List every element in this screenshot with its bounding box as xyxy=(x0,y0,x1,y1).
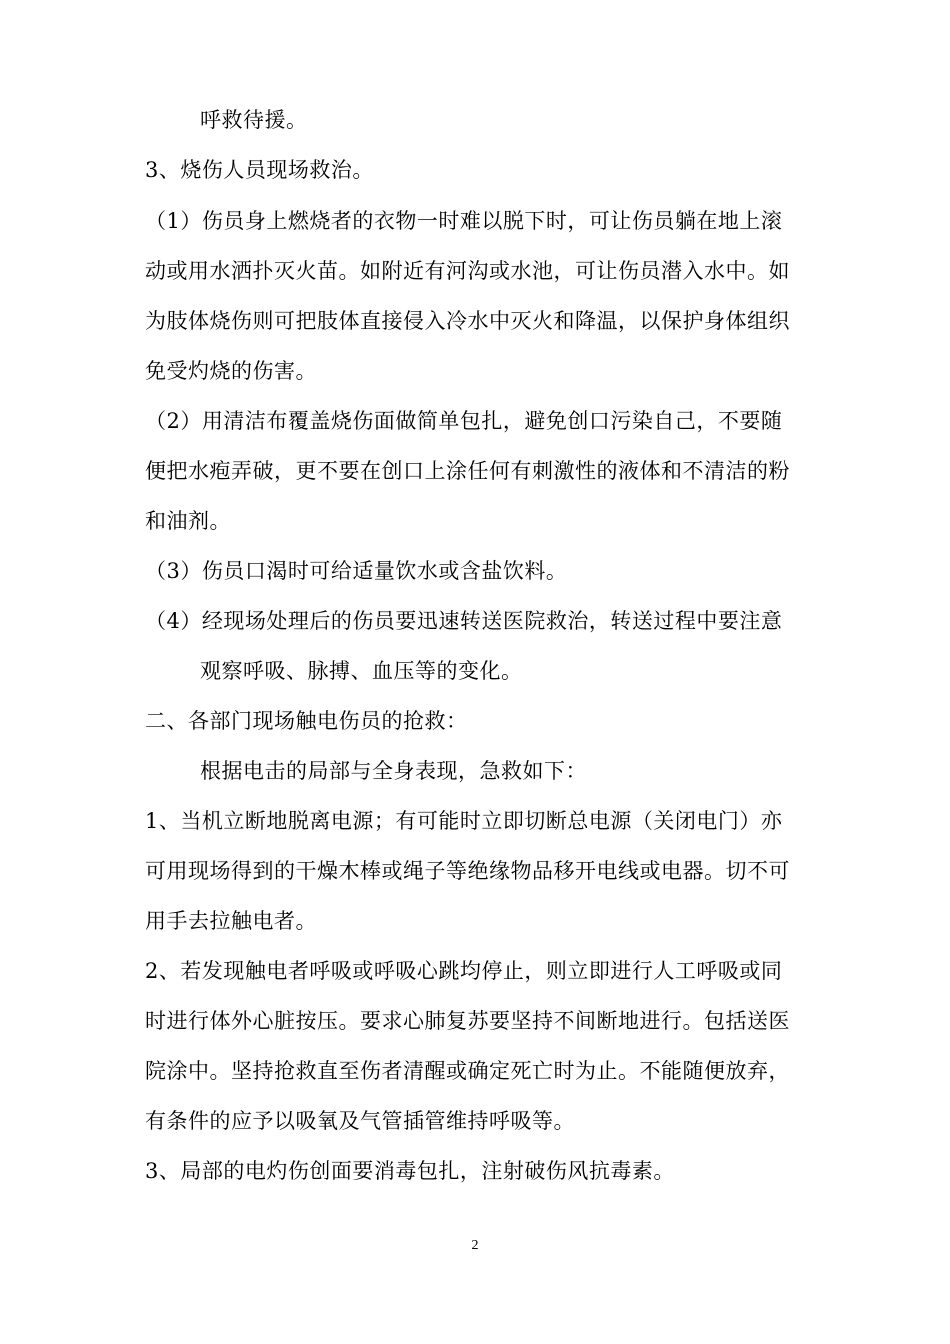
text-line: （2）用清洁布覆盖烧伤面做简单包扎，避免创口污染自己，不要随 xyxy=(145,409,783,433)
section-heading: 3、烧伤人员现场救治。 xyxy=(145,158,374,182)
text-line: 为肢体烧伤则可把肢体直接侵入冷水中灭火和降温，以保护身体组织 xyxy=(145,309,790,333)
text-line: 院涂中。坚持抢救直至伤者清醒或确定死亡时为止。不能随便放弃， xyxy=(145,1059,790,1083)
text-line: 呼救待援。 xyxy=(200,108,308,132)
text-line: 用手去拉触电者。 xyxy=(145,909,317,933)
text-line: 免受灼烧的伤害。 xyxy=(145,359,317,383)
text-line: 2、若发现触电者呼吸或呼吸心跳均停止，则立即进行人工呼吸或同 xyxy=(145,959,783,983)
text-line: （4）经现场处理后的伤员要迅速转送医院救治，转送过程中要注意 xyxy=(145,609,783,633)
text-line: 3、局部的电灼伤创面要消毒包扎，注射破伤风抗毒素。 xyxy=(145,1159,675,1183)
text-line: 根据电击的局部与全身表现，急救如下： xyxy=(200,759,587,783)
text-line: 可用现场得到的干燥木棒或绳子等绝缘物品移开电线或电器。切不可 xyxy=(145,859,790,883)
text-line: 时进行体外心脏按压。要求心肺复苏要坚持不间断地进行。包括送医 xyxy=(145,1009,790,1033)
text-line: 观察呼吸、脉搏、血压等的变化。 xyxy=(200,659,523,683)
text-line: （3）伤员口渴时可给适量饮水或含盐饮料。 xyxy=(145,559,568,583)
page-number: 2 xyxy=(471,1238,479,1253)
section-heading: 二、各部门现场触电伤员的抢救： xyxy=(145,709,468,733)
text-line: 和油剂。 xyxy=(145,509,231,533)
text-line: 1、当机立断地脱离电源；有可能时立即切断总电源（关闭电门）亦 xyxy=(145,809,783,833)
text-line: 便把水疱弄破，更不要在创口上涂任何有刺激性的液体和不清洁的粉 xyxy=(145,459,790,483)
text-line: 有条件的应予以吸氧及气管插管维持呼吸等。 xyxy=(145,1109,575,1133)
text-line: 动或用水洒扑灭火苗。如附近有河沟或水池，可让伤员潜入水中。如 xyxy=(145,259,790,283)
text-line: （1）伤员身上燃烧者的衣物一时难以脱下时，可让伤员躺在地上滚 xyxy=(145,209,783,233)
